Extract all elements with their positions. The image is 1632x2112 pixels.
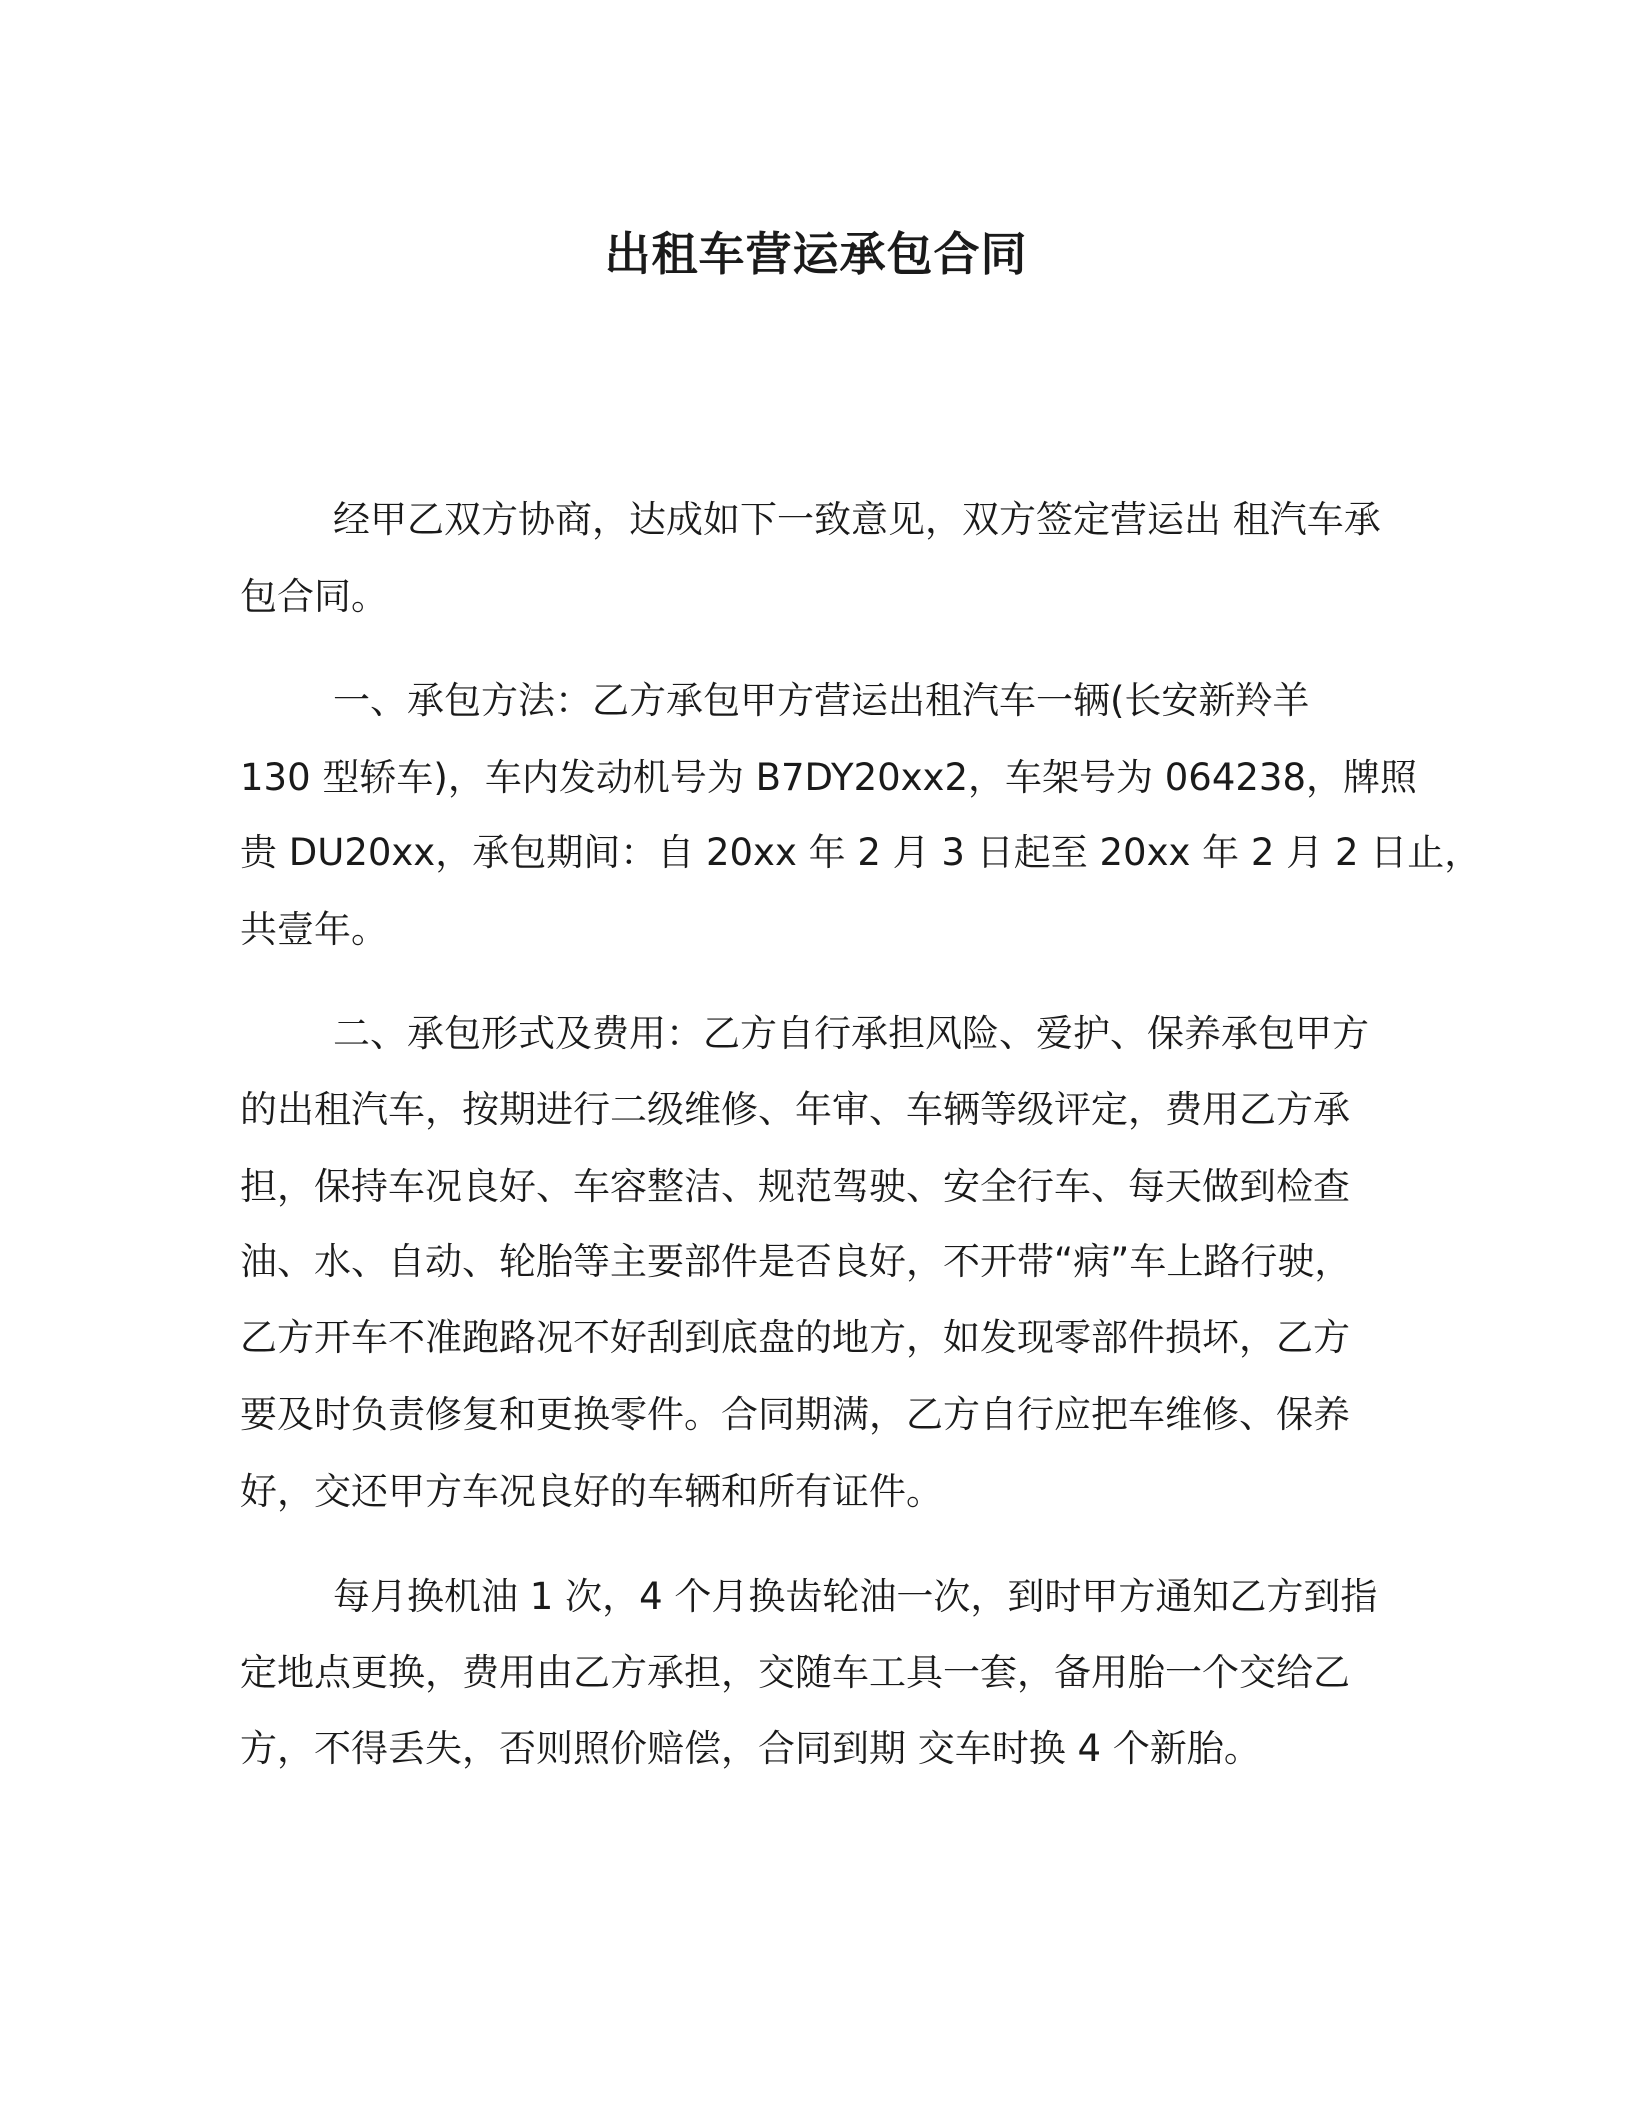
paragraph-line: 130 型轿车)，车内发动机号为 B7DY20xx2，车架号为 064238，牌照 — [240, 756, 1417, 799]
paragraph-line: 担，保持车况良好、车容整洁、规范驾驶、安全行车、每天做到检查 — [240, 1165, 1350, 1208]
paragraph-line: 二、承包形式及费用：乙方自行承担风险、爱护、保养承包甲方 — [333, 1012, 1369, 1055]
paragraph-line: 乙方开车不准跑路况不好刮到底盘的地方，如发现零部件损坏，乙方 — [240, 1316, 1350, 1359]
paragraph-line: 贵 DU20xx，承包期间：自 20xx 年 2 月 3 日起至 20xx 年 2 月 2 日止， — [240, 831, 1482, 874]
paragraph-line: 方，不得丢失，否则照价赔偿，合同到期 交车时换 4 个新胎。 — [240, 1727, 1261, 1770]
paragraph-line: 经甲乙双方协商，达成如下一致意见，双方签定营运出 租汽车承 — [333, 498, 1381, 541]
paragraph-line: 好，交还甲方车况良好的车辆和所有证件。 — [240, 1470, 943, 1513]
paragraph-line: 一、承包方法：乙方承包甲方营运出租汽车一辆(长安新羚羊 — [333, 679, 1310, 722]
paragraph-line: 油、水、自动、轮胎等主要部件是否良好，不开带“病”车上路行驶， — [240, 1240, 1352, 1283]
document-title: 出租车营运承包合同 — [604, 227, 1028, 281]
paragraph-line: 共壹年。 — [240, 908, 388, 951]
paragraph-line: 定地点更换，费用由乙方承担，交随车工具一套，备用胎一个交给乙 — [240, 1651, 1350, 1694]
paragraph-line: 每月换机油 1 次，4 个月换齿轮油一次，到时甲方通知乙方到指 — [333, 1575, 1378, 1618]
paragraph-line: 包合同。 — [240, 575, 388, 618]
paragraph-line: 要及时负责修复和更换零件。合同期满，乙方自行应把车维修、保养 — [240, 1393, 1350, 1436]
paragraph-line: 的出租汽车，按期进行二级维修、年审、车辆等级评定，费用乙方承 — [240, 1088, 1350, 1131]
